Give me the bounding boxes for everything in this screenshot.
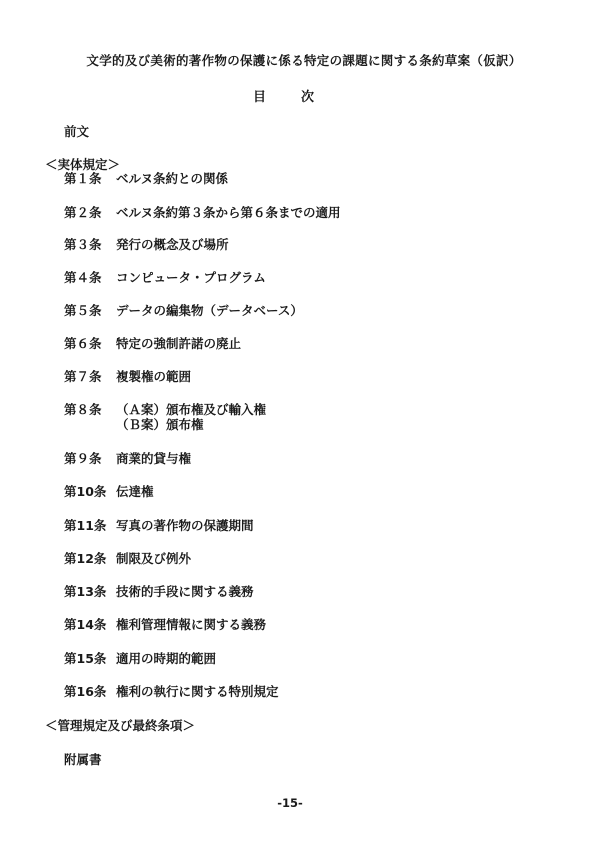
toc-entry-article-15: [64, 651, 216, 666]
article-number: 第13条: [64, 584, 107, 599]
toc-entry-article-6: [64, 336, 241, 351]
article-number: 第10条: [64, 484, 107, 499]
toc-entry-article-4: [64, 270, 266, 285]
toc-entry-article-9: [64, 451, 191, 466]
article-number: 第５条: [64, 303, 102, 318]
toc-entry-article-7: [64, 369, 191, 384]
article-number: 第15条: [64, 651, 107, 666]
article-number: 第４条: [64, 270, 102, 285]
section-label-admin: ＜管理規定及び最終条項＞: [45, 718, 196, 733]
toc-entry-article-10: [64, 484, 154, 499]
toc-entry-article-12: [64, 551, 191, 566]
toc-entry-article-1: [64, 171, 228, 186]
page-number: -15-: [277, 796, 303, 810]
article-title-option-b: （Ｂ案）頒布権: [116, 417, 204, 432]
article-number: 第11条: [64, 518, 107, 533]
article-title: 特定の強制許諾の廃止: [116, 336, 242, 351]
article-title: 商業的貸与権: [116, 451, 192, 466]
article-number: 第７条: [64, 369, 102, 384]
article-title: ベルヌ条約第３条から第６条までの適用: [116, 205, 341, 220]
toc-entry-article-14: [64, 617, 266, 632]
article-number: 第14条: [64, 617, 107, 632]
article-title-option-a: （Ａ案）頒布権及び輸入権: [116, 402, 267, 417]
toc-entry-annex: 附属書: [64, 752, 102, 767]
document-title: 文学的及び美術的著作物の保護に係る特定の課題に関する条約草案（仮訳）: [86, 53, 522, 68]
section-label-substantive: ＜実体規定＞: [45, 157, 121, 172]
article-number: 第３条: [64, 237, 102, 252]
toc-heading: 目 次: [252, 90, 325, 105]
article-title: 権利の執行に関する特別規定: [116, 684, 279, 699]
article-number: 第６条: [64, 336, 102, 351]
toc-entry-article-13: [64, 584, 254, 599]
article-title: 適用の時期的範囲: [116, 651, 217, 666]
article-title: 制限及び例外: [116, 551, 192, 566]
toc-entry-article-8: [64, 402, 266, 432]
article-title: 権利管理情報に関する義務: [116, 617, 267, 632]
article-number: 第９条: [64, 451, 102, 466]
article-number: 第12条: [64, 551, 107, 566]
toc-entry-article-5: [64, 303, 303, 318]
article-number: 第２条: [64, 205, 102, 220]
article-title: データの編集物（データベース）: [116, 303, 303, 318]
article-number: 第８条: [64, 402, 102, 417]
article-title: 発行の概念及び場所: [116, 237, 229, 252]
article-title: 技術的手段に関する義務: [116, 584, 254, 599]
toc-entry-preamble: 前文: [64, 124, 90, 139]
toc-entry-article-3: [64, 237, 229, 252]
article-title: ベルヌ条約との関係: [116, 171, 229, 186]
article-number: 第16条: [64, 684, 107, 699]
article-title: 写真の著作物の保護期間: [116, 518, 254, 533]
article-title: コンピュータ・プログラム: [116, 270, 266, 285]
article-title: 伝達権: [116, 484, 154, 499]
toc-entry-article-16: [64, 684, 279, 699]
article-title: 複製権の範囲: [116, 369, 192, 384]
toc-entry-article-11: [64, 518, 254, 533]
toc-entry-article-2: [64, 205, 341, 220]
article-number: 第１条: [64, 171, 102, 186]
